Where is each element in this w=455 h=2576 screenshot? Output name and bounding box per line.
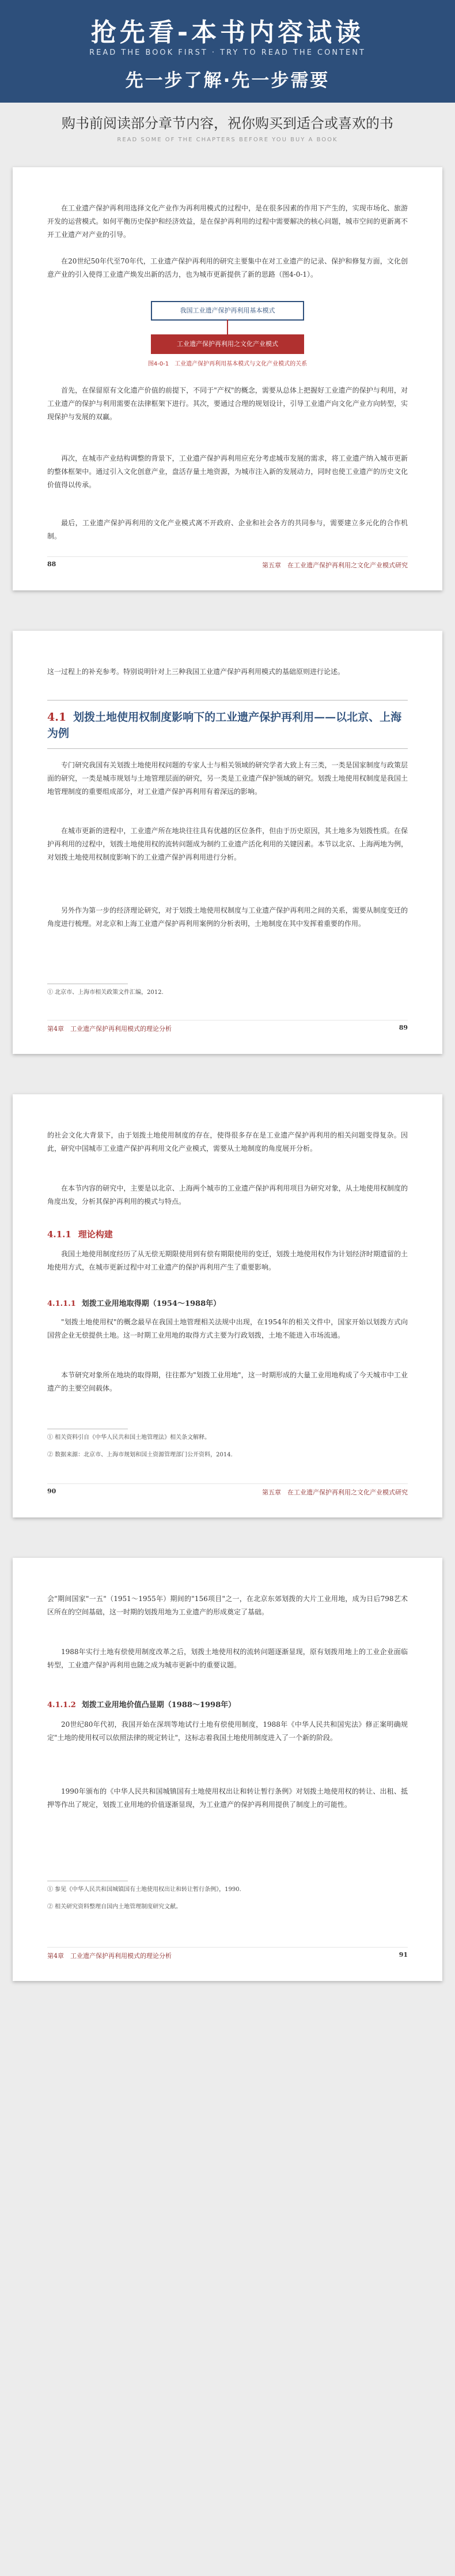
subsection-number: 4.1.1: [47, 1229, 71, 1240]
page-paragraph: 在20世纪50年代至70年代，工业遗产保护再利用的研究主要集中在对工业遗产的记录、保护和修复方面，文化创意产业的引入使得工业遗产焕发出新的活力，也为城市更新提供了新的思路（图4-0-1）。: [47, 257, 408, 278]
banner-slogan: 先一步了解·先一步需要: [125, 70, 330, 91]
page-number: 88: [47, 560, 56, 568]
banner-subtitle: READ THE BOOK FIRST · TRY TO READ THE CONTENT: [89, 48, 366, 57]
header-banner: [0, 0, 455, 103]
subsubsection-number: 4.1.1.1: [47, 1300, 76, 1308]
subsubsection-heading: [47, 1297, 221, 1308]
page-paragraph: 我国土地使用制度经历了从无偿无期限使用到有偿有期限使用的变迁，划拨土地使用权作为计划经济时期遗留的土地使用方式，在城市更新过程中对工业遗产的保护再利用产生了重要影响。: [47, 1250, 408, 1271]
running-header: 第4章 工业遗产保护再利用模式的理论分析: [47, 1025, 172, 1033]
page-paragraph: 最后，工业遗产保护再利用的文化产业模式离不开政府、企业和社会各方的共同参与，需要建立多元化的合作机制。: [47, 519, 408, 540]
running-header: 第五章 在工业遗产保护再利用之文化产业模式研究: [262, 1489, 408, 1496]
figure-4-0-1: [147, 301, 308, 369]
page-paragraph: 1990年颁布的《中华人民共和国城镇国有土地使用权出让和转让暂行条例》对划拨土地使用权的转让、出租、抵押等作出了规定，划拨工业用地的价值逐渐显现，为工业遗产的保护再利用提供了制度上的可能性。: [47, 1787, 408, 1809]
page-footer: [47, 1947, 408, 1961]
intro-subtext: READ SOME OF THE CHAPTERS BEFORE YOU BUY A BOOK: [117, 137, 338, 143]
footnote: ② 数据来源：北京市、上海市规划和国土资源管理部门公开资料，2014.: [47, 1452, 233, 1458]
section-rule: [47, 700, 408, 701]
page-footer: [47, 1020, 408, 1034]
page-paragraph: 的社会文化大背景下，由于划拨土地使用制度的存在，使得很多存在是工业遗产保护再利用的相关问题变得复杂。因此，研究中国城市工业遗产保护再利用文化产业模式，需要从土地制度的角度展开分析。: [47, 1131, 408, 1153]
page-footer: [47, 556, 408, 571]
subsubsection-heading: [47, 1698, 236, 1709]
subsection-title: 理论构建: [78, 1229, 113, 1240]
figure-caption: 图4-0-1 工业遗产保护再利用基本模式与文化产业模式的关系: [147, 361, 308, 367]
section-number: 4.1: [47, 711, 67, 724]
running-header: 第4章 工业遗产保护再利用模式的理论分析: [47, 1952, 172, 1960]
page-paragraph: 1988年实行土地有偿使用制度改革之后，划拨土地使用权的流转问题逐渐显现，原有划拨用地上的工业企业面临转型，工业遗产保护再利用也随之成为城市更新中的重要议题。: [47, 1648, 408, 1669]
subsubsection-number: 4.1.1.2: [47, 1701, 76, 1709]
footnote: ② 相关研究资料整理自国内土地管理制度研究文献。: [47, 1904, 182, 1910]
page-paragraph: 首先，在保留原有文化遗产价值的前提下，不同于"产权"的概念，需要从总体上把握好工业遗产的保护与利用，对工业遗产的保护与利用需要在法律框架下进行。其次，要通过合理的规划设计，引导工业遗产向文化产业方向转型，实现保护与发展的双赢。: [47, 386, 408, 421]
footnote: ① 参见《中华人民共和国城镇国有土地使用权出让和转让暂行条例》，1990.: [47, 1886, 241, 1893]
running-header: 第五章 在工业遗产保护再利用之文化产业模式研究: [262, 562, 408, 569]
footnote: ① 相关资料引自《中华人民共和国土地管理法》相关条文解释。: [47, 1434, 211, 1441]
page-number: 90: [47, 1487, 56, 1495]
figure-bottom-box: 工业遗产保护再利用之文化产业模式: [151, 334, 304, 354]
page-number: 91: [399, 1951, 408, 1959]
subsubsection-title: 划拨工业用地价值凸显期（1988～1998年）: [81, 1701, 236, 1709]
figure-top-box: 我国工业遗产保护再利用基本模式: [151, 301, 304, 321]
page-paragraph: 再次，在城市产业结构调整的背景下，工业遗产保护再利用应充分考虑城市发展的需求，将工业遗产纳入城市更新的整体框架中。通过引入文化创意产业，盘活存量土地资源，为城市注入新的发展动力，同时也使工业遗产的历史文化价值得以传承。: [47, 454, 408, 489]
page-paragraph: 本节研究对象所在地块的取得期，往往都为"划拨工业用地"，这一时期形成的大量工业用地构成了今天城市中工业遗产的主要空间载体。: [47, 1371, 408, 1392]
section-title: 划拨土地使用权制度影响下的工业遗产保护再利用——以北京、上海为例: [47, 711, 402, 740]
figure-connector: [227, 319, 228, 334]
page-paragraph: 另外作为第一步的经济理论研究，对于划拨土地使用权制度与工业遗产保护再利用之间的关系，需要从制度变迁的角度进行梳理。对北京和上海工业遗产保护再利用案例的分析表明，土地制度在其中发挥着重要的作用。: [47, 906, 408, 928]
book-page-90: [13, 1094, 442, 1517]
book-page-91: [13, 1558, 442, 1981]
section-rule: [47, 748, 408, 749]
page-paragraph: 会"期间国家"一五"（1951～1955年）期间的"156项目"之一，在北京东郊划拨的大片工业用地，成为日后798艺术区所在的空间基础，这一时期的划拨用地为工业遗产的形成奠定了基础。: [47, 1595, 408, 1616]
page-paragraph: 在工业遗产保护再利用选择文化产业作为再利用模式的过程中，是在很多因素的作用下产生的，实现市场化、旅游开发的运营模式。如何平衡历史保护和经济效益，是在保护再利用的过程中需要解决的核心问题，城市空间的更新离不开工业遗产对产业的引导。: [47, 204, 408, 239]
subsubsection-title: 划拨工业用地取得期（1954～1988年）: [81, 1300, 221, 1308]
banner-title: 抢先看-本书内容试读: [90, 18, 365, 47]
intro: [0, 112, 455, 143]
section-heading: [47, 709, 408, 741]
page-paragraph: "划拨土地使用权"的概念最早在我国土地管理相关法规中出现，在1954年的相关文件中，国家开始以划拨方式向国营企业无偿提供土地。这一时期工业用地的取得方式主要为行政划拨，土地不能进入市场流通。: [47, 1318, 408, 1339]
footnote: ① 北京市、上海市相关政策文件汇编，2012.: [47, 989, 164, 996]
page-paragraph: 专门研究我国有关划拨土地使用权问题的专家人士与相关领域的研究学者大致上有三类，一类是国家制度与政策层面的研究，一类是城市规划与土地管理层面的研究，另一类是工业遗产保护领域的研究。划拨土地使用权制度是我国土地管理制度的重要组成部分，对工业遗产保护再利用有着深远的影响。: [47, 761, 408, 796]
page-footer: [47, 1483, 408, 1498]
page-paragraph: 在本节内容的研究中，主要是以北京、上海两个城市的工业遗产保护再利用项目为研究对象，从土地使用权制度的角度出发，分析其保护再利用的模式与特点。: [47, 1184, 408, 1206]
page-number: 89: [399, 1024, 408, 1031]
book-page-88: [13, 167, 442, 590]
subsection-heading: [47, 1228, 113, 1240]
page-paragraph: 20世纪80年代初，我国开始在深圳等地试行土地有偿使用制度，1988年《中华人民共和国宪法》修正案明确规定"土地的使用权可以依照法律的规定转让"，这标志着我国土地使用制度进入了一个新的阶段。: [47, 1720, 408, 1742]
intro-prompt: 购书前阅读部分章节内容，祝你购买到适合或喜欢的书: [62, 115, 393, 131]
page-paragraph: 这一过程上的补充参考。特别说明针对上三种我国工业遗产保护再利用模式的基础原则进行论述。: [47, 668, 345, 676]
page-paragraph: 在城市更新的进程中，工业遗产所在地块往往具有优越的区位条件，但由于历史原因，其土地多为划拨性质。在保护再利用的过程中，划拨土地使用权的流转问题成为制约工业遗产活化利用的关键因素。本节以北京、上海两地为例，对划拨土地使用权制度影响下的工业遗产保护再利用进行分析。: [47, 827, 408, 861]
book-page-89: [13, 631, 442, 1054]
